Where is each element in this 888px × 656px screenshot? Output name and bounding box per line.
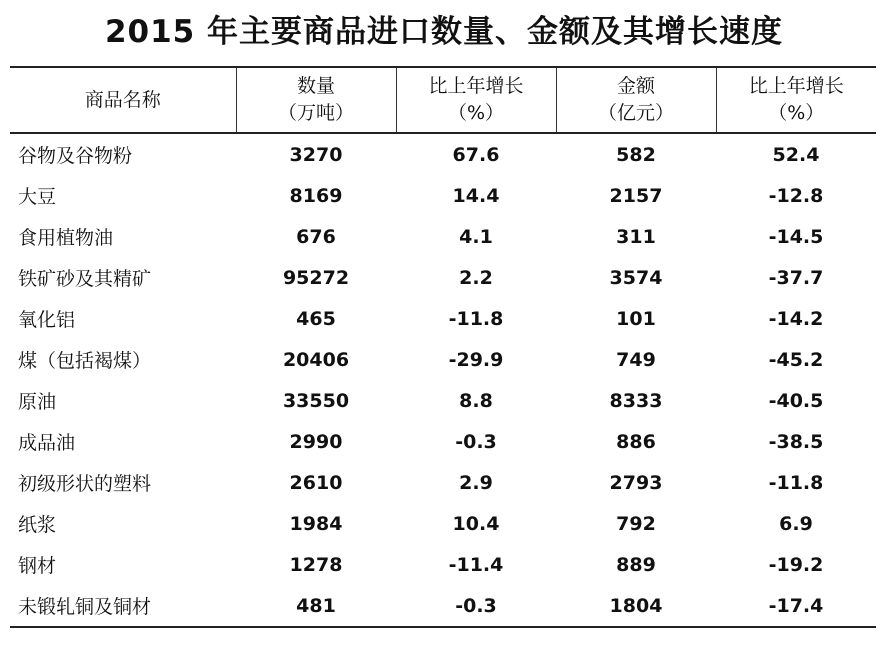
amount-growth-value: -38.5 bbox=[768, 430, 824, 453]
amount-value: 2793 bbox=[609, 471, 663, 494]
table-row bbox=[10, 175, 876, 216]
quantity-value: 20406 bbox=[282, 348, 350, 371]
amount-growth-value: -14.5 bbox=[768, 225, 824, 248]
quantity-value: 2990 bbox=[289, 430, 343, 453]
quantity-growth-value: 14.4 bbox=[452, 184, 500, 207]
quantity-value: 481 bbox=[236, 585, 396, 627]
quantity-value: 1278 bbox=[289, 553, 343, 576]
amount-growth-value: -45.2 bbox=[768, 348, 824, 371]
table-row bbox=[10, 462, 876, 503]
quantity-growth-value: 8.8 bbox=[459, 389, 493, 412]
quantity-growth-value: -0.3 bbox=[455, 430, 497, 453]
header-quantity: 数量 （万吨） bbox=[236, 67, 396, 133]
quantity-value: 2610 bbox=[289, 471, 343, 494]
amount-growth-value: -14.2 bbox=[768, 307, 824, 330]
quantity-growth-value: 67.6 bbox=[452, 143, 500, 166]
commodity-name: 原油 bbox=[18, 391, 57, 413]
amount-value: 792 bbox=[616, 512, 656, 535]
quantity-value: 95272 bbox=[282, 266, 350, 289]
quantity-value: 676 bbox=[296, 225, 336, 248]
table-title: 2015 年主要商品进口数量、金额及其增长速度 bbox=[104, 14, 784, 50]
table-row bbox=[10, 421, 876, 462]
commodity-name: 成品油 bbox=[18, 432, 76, 454]
quantity-growth-value: -11.4 bbox=[448, 553, 504, 576]
amount-value: 3574 bbox=[609, 266, 663, 289]
table-row bbox=[10, 503, 876, 544]
commodity-name: 氧化铝 bbox=[18, 309, 76, 331]
header-amount-growth: 比上年增长 （%） bbox=[716, 67, 876, 133]
amount-value: 8333 bbox=[609, 389, 663, 412]
commodity-name: 铁矿砂及其精矿 bbox=[18, 268, 152, 290]
amount-value: 1804 bbox=[556, 585, 716, 627]
table-row bbox=[10, 380, 876, 421]
table-row bbox=[10, 585, 876, 627]
quantity-growth-value: 2.9 bbox=[459, 471, 493, 494]
header-amount: 金额 （亿元） bbox=[556, 67, 716, 133]
amount-growth-value: -17.4 bbox=[716, 585, 876, 627]
quantity-value: 33550 bbox=[282, 389, 350, 412]
header-quantity-growth: 比上年增长 （%） bbox=[396, 67, 556, 133]
quantity-value: 1984 bbox=[289, 512, 343, 535]
table-row bbox=[10, 216, 876, 257]
commodity-name: 初级形状的塑料 bbox=[18, 473, 152, 495]
commodity-name: 纸浆 bbox=[18, 514, 57, 536]
commodity-name: 煤（包括褐煤） bbox=[18, 350, 152, 372]
commodity-name: 谷物及谷物粉 bbox=[18, 145, 133, 167]
amount-growth-value: -19.2 bbox=[768, 553, 824, 576]
amount-growth-value: 52.4 bbox=[772, 143, 820, 166]
quantity-growth-value: 4.1 bbox=[459, 225, 493, 248]
amount-value: 886 bbox=[616, 430, 656, 453]
quantity-growth-value: -29.9 bbox=[448, 348, 504, 371]
amount-growth-value: -37.7 bbox=[768, 266, 824, 289]
amount-value: 889 bbox=[616, 553, 656, 576]
amount-growth-value: 6.9 bbox=[779, 512, 813, 535]
table-row bbox=[10, 257, 876, 298]
commodity-name: 未锻轧铜及铜材 bbox=[10, 585, 236, 627]
table-row bbox=[10, 339, 876, 380]
table-row bbox=[10, 544, 876, 585]
amount-value: 311 bbox=[616, 225, 656, 248]
amount-growth-value: -11.8 bbox=[768, 471, 824, 494]
quantity-value: 3270 bbox=[289, 143, 343, 166]
quantity-growth-value: 2.2 bbox=[459, 266, 493, 289]
amount-value: 749 bbox=[616, 348, 656, 371]
commodity-name: 钢材 bbox=[18, 555, 57, 577]
amount-value: 101 bbox=[616, 307, 656, 330]
quantity-growth-value: -0.3 bbox=[396, 585, 556, 627]
header-commodity-name: 商品名称 bbox=[10, 67, 236, 133]
amount-growth-value: -40.5 bbox=[768, 389, 824, 412]
table-row bbox=[10, 133, 876, 175]
table-row bbox=[10, 298, 876, 339]
quantity-growth-value: 10.4 bbox=[452, 512, 500, 535]
amount-value: 2157 bbox=[609, 184, 663, 207]
import-table bbox=[10, 66, 876, 628]
commodity-name: 大豆 bbox=[18, 186, 57, 208]
header-row bbox=[10, 67, 876, 133]
amount-growth-value: -12.8 bbox=[768, 184, 824, 207]
quantity-value: 465 bbox=[296, 307, 336, 330]
quantity-growth-value: -11.8 bbox=[448, 307, 504, 330]
quantity-value: 8169 bbox=[289, 184, 343, 207]
commodity-name: 食用植物油 bbox=[18, 227, 114, 249]
amount-value: 582 bbox=[616, 143, 656, 166]
